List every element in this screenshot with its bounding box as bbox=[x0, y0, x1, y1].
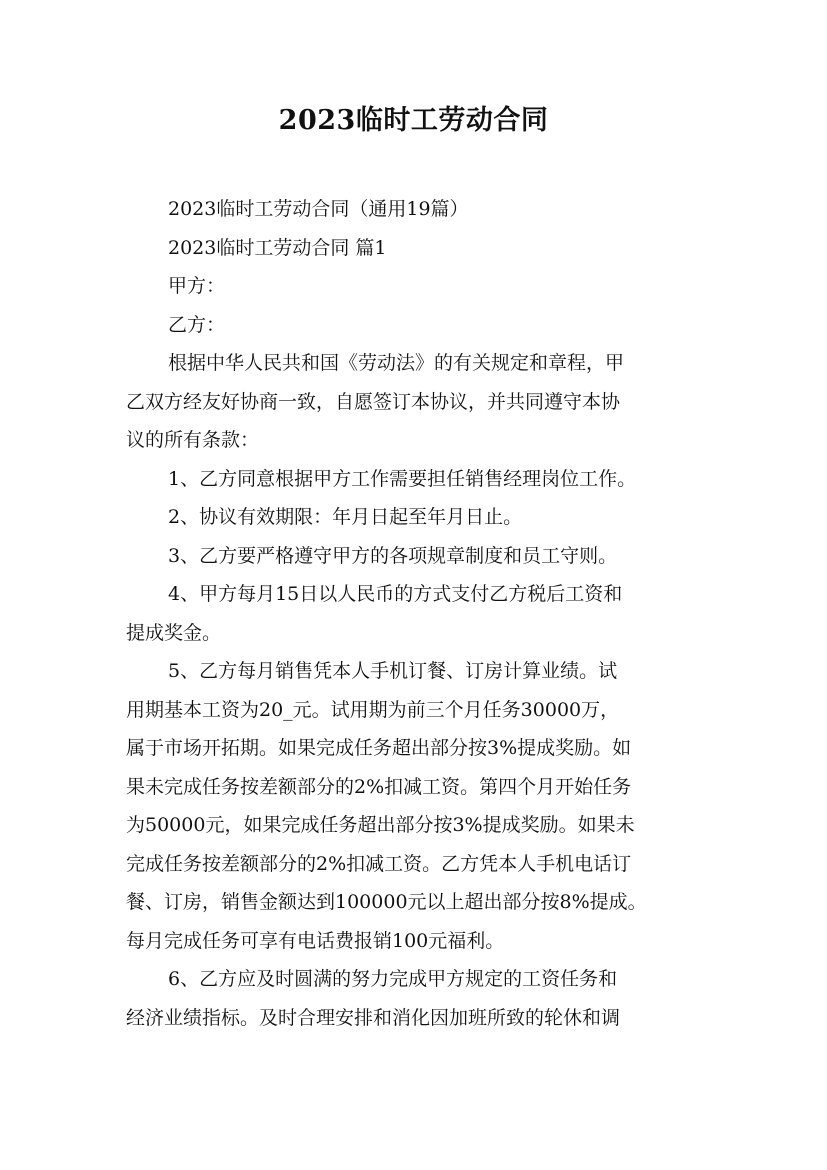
clause-2-line: 2、协议有效期限：年月日起至年月日止。 bbox=[168, 506, 523, 528]
section-heading: 2023临时工劳动合同 篇1 bbox=[168, 236, 387, 259]
paragraph-line: 乙双方经友好协商一致，自愿签订本协议，并共同遵守本协 bbox=[126, 390, 621, 413]
document-body bbox=[126, 190, 711, 1037]
clause-5-line: 每月完成任务可享有电话费报销100元福利。 bbox=[126, 929, 505, 952]
clause-5-line: 餐、订房，销售金额达到100000元以上超出部分按8%提成。 bbox=[126, 891, 647, 913]
clause-1-line: 1、乙方同意根据甲方工作需要担任销售经理岗位工作。 bbox=[168, 467, 637, 490]
clause-4-line: 提成奖金。 bbox=[126, 621, 222, 644]
party-b-line: 乙方： bbox=[168, 313, 226, 336]
clause-5-line: 果未完成任务按差额部分的2%扣减工资。第四个月开始任务 bbox=[126, 775, 632, 798]
clause-6-line: 经济业绩指标。及时合理安排和消化因加班所致的轮休和调 bbox=[126, 1006, 621, 1029]
clause-6-line: 6、乙方应及时圆满的努力完成甲方规定的工资任务和 bbox=[168, 968, 618, 990]
clause-5-line: 为50000元，如果完成任务超出部分按3%提成奖励。如果未 bbox=[126, 814, 635, 836]
party-a-line: 甲方： bbox=[168, 275, 226, 297]
subtitle-line: 2023临时工劳动合同（通用19篇） bbox=[168, 198, 469, 220]
clause-5-line: 5、乙方每月销售凭本人手机订餐、订房计算业绩。试 bbox=[168, 660, 618, 682]
clause-5-line: 用期基本工资为20_元。试用期为前三个月任务30000万， bbox=[126, 698, 620, 721]
clause-3-line: 3、乙方要严格遵守甲方的各项规章制度和员工守则。 bbox=[168, 544, 618, 567]
paragraph-line: 议的所有条款： bbox=[126, 429, 260, 451]
clause-5-line: 属于市场开拓期。如果完成任务超出部分按3%提成奖励。如 bbox=[126, 737, 632, 759]
paragraph-line: 根据中华人民共和国《劳动法》的有关规定和章程，甲 bbox=[168, 352, 625, 374]
document-title: 2023临时工劳动合同 bbox=[278, 105, 549, 136]
clause-4-line: 4、甲方每月15日以人民币的方式支付乙方税后工资和 bbox=[168, 583, 623, 605]
clause-5-line: 完成任务按差额部分的2%扣减工资。乙方凭本人手机电话订 bbox=[126, 852, 632, 875]
